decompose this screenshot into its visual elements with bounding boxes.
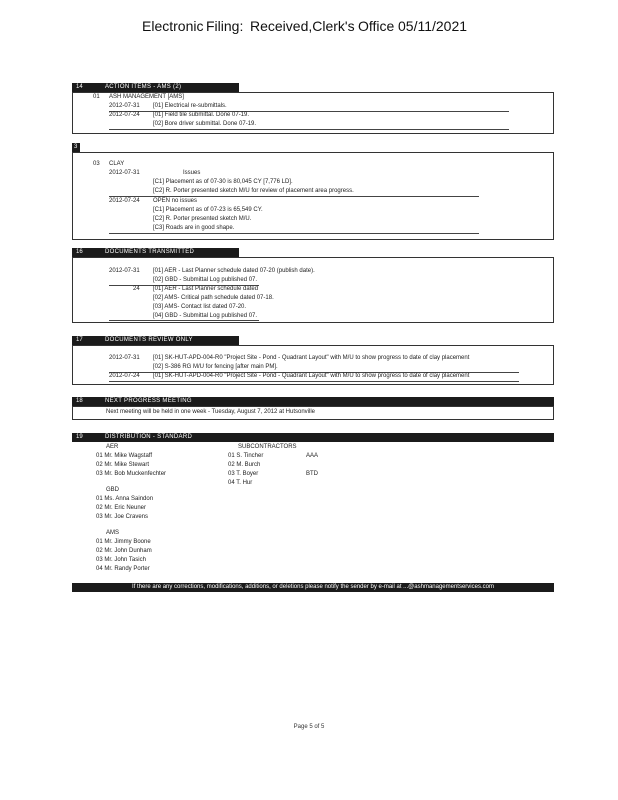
person: 01 Mr. Mike Wagstaff: [96, 453, 153, 459]
row-text: [01] SK-HUT-APD-004-R0 "Project Site - Pond - Quadrant Layout" with M/U to show progress to date of clay placement: [153, 373, 470, 379]
distribution-body: [72, 442, 554, 582]
row-text: [01] Field tile submittal. Done 07-19.: [153, 112, 250, 118]
header-filing: Filing:: [206, 18, 244, 34]
row-text: Issues: [183, 170, 201, 176]
section-number: 3: [74, 144, 78, 150]
subcontractors-title: SUBCONTRACTORS: [238, 444, 297, 450]
header-date: 05/11/2021: [398, 18, 468, 34]
row-date: 2012-07-24: [109, 198, 140, 204]
row-text: [01] AER - Last Planner schedule dated: [153, 286, 259, 292]
row-text: [02] S-386 RG M/U for fencing [after main PM].: [153, 364, 278, 370]
org-code: 03: [93, 161, 100, 167]
row-date: 2012-07-24: [109, 112, 140, 118]
header-received: Received,Clerk's: [250, 18, 355, 34]
row-text: [04] GBD - Submittal Log published 07.: [153, 313, 258, 319]
row-text: [C3] Roads are in good shape.: [153, 225, 235, 231]
section-number: 17: [76, 337, 83, 343]
row-text: [01] Electrical re-submittals.: [153, 103, 227, 109]
section-bar: [72, 433, 554, 442]
org-name: ASH MANAGEMENT [AMS]: [109, 94, 184, 100]
section-body: [72, 345, 554, 385]
person: 03 T. Boyer: [228, 471, 259, 477]
section-title: DOCUMENTS REVIEW ONLY: [105, 337, 193, 343]
row-text: [01] SK-HUT-APD-004-R0 "Project Site - Pond - Quadrant Layout" with M/U to show progress to date of clay placement: [153, 355, 470, 361]
row-text: [01] AER - Last Planner schedule dated 07-20 (publish date).: [153, 268, 315, 274]
row-text: [C2] R. Porter presented sketch M/U.: [153, 216, 252, 222]
row-date: 2012-07-31: [109, 103, 140, 109]
section-number: 19: [76, 434, 83, 440]
row-date: 24: [133, 286, 140, 292]
person-tag: BTD: [306, 471, 318, 477]
footer-notice: If there are any corrections, modifications, additions, or deletions please notify the sender by e-mail at ...@ashmanagementservices.com: [72, 583, 554, 592]
row-text: [02] Bore driver submittal. Done 07-19.: [153, 121, 257, 127]
org-code: 01: [93, 94, 100, 100]
meeting-text: Next meeting will be held in one week - Tuesday, August 7, 2012 at Hutsonville: [106, 409, 316, 415]
section-number: 16: [76, 249, 83, 255]
section-number: 14: [76, 84, 83, 90]
section-next-meeting: [72, 397, 554, 420]
person: 03 Mr. John Tasich: [96, 557, 146, 563]
person: 02 Mr. John Dunham: [96, 548, 152, 554]
section-body: [72, 257, 554, 323]
person: 01 S. Tincher: [228, 453, 264, 459]
section-title: DOCUMENTS TRANSMITTED: [105, 249, 195, 255]
section-bar: [72, 397, 554, 406]
row-text: [03] AMS- Contact list dated 07-20.: [153, 304, 247, 310]
group-name: GBD: [106, 487, 120, 493]
section-title: DISTRIBUTION - STANDARD: [105, 434, 193, 440]
section-title: ACTION ITEMS - AMS (2): [105, 84, 182, 90]
section-title: NEXT PROGRESS MEETING: [105, 398, 192, 404]
row-text: [02] GBD - Submittal Log published 07.: [153, 277, 258, 283]
person: 04 Mr. Randy Porter: [96, 566, 150, 572]
person-tag: AAA: [306, 453, 319, 459]
row-text: [C1] Placement as of 07-30 is 80,045 CY [7,776 LD].: [153, 179, 293, 185]
person: 02 Mr. Mike Stewart: [96, 462, 150, 468]
person: 01 Ms. Anna Saindon: [96, 496, 154, 502]
section-bar: [72, 336, 554, 345]
section-documents-review: [72, 336, 554, 385]
page-number: Page 5 of 5: [293, 724, 325, 730]
header-electronic: Electronic: [142, 18, 204, 34]
section-clay: [72, 143, 554, 240]
row-date: 2012-07-31: [109, 170, 140, 176]
row-date: 2012-07-31: [109, 268, 140, 274]
section-bar: [72, 143, 554, 152]
section-bar: [72, 248, 554, 257]
section-number: 18: [76, 398, 83, 404]
section-body: [72, 406, 554, 420]
section-documents-transmitted: [72, 248, 554, 323]
section-body: [72, 152, 554, 240]
person: 01 Mr. Jimmy Boone: [96, 539, 151, 545]
group-name: AMS: [106, 530, 120, 536]
person: 02 M. Burch: [228, 462, 261, 468]
row-date: 2012-07-31: [109, 355, 140, 361]
section-action-items: [72, 83, 554, 134]
person: 04 T. Hur: [228, 480, 253, 486]
person: 03 Mr. Bob Muckenfechter: [96, 471, 167, 477]
person: 02 Mr. Eric Neuner: [96, 505, 147, 511]
row-text: [C2] R. Porter presented sketch M/U for review of placement area progress.: [153, 188, 354, 194]
section-distribution: [72, 433, 554, 582]
group-name: AER: [106, 444, 119, 450]
row-text: [02] AMS- Critical path schedule dated 07-18.: [153, 295, 274, 301]
row-text: [C1] Placement as of 07-23 is 65,549 CY.: [153, 207, 263, 213]
header-office: Office: [358, 18, 395, 34]
row-text: OPEN no issues: [153, 198, 198, 204]
org-name: CLAY: [109, 161, 125, 167]
section-body: [72, 92, 554, 134]
section-bar: [72, 83, 554, 92]
person: 03 Mr. Joe Cravens: [96, 514, 149, 520]
row-date: 2012-07-24: [109, 373, 140, 379]
